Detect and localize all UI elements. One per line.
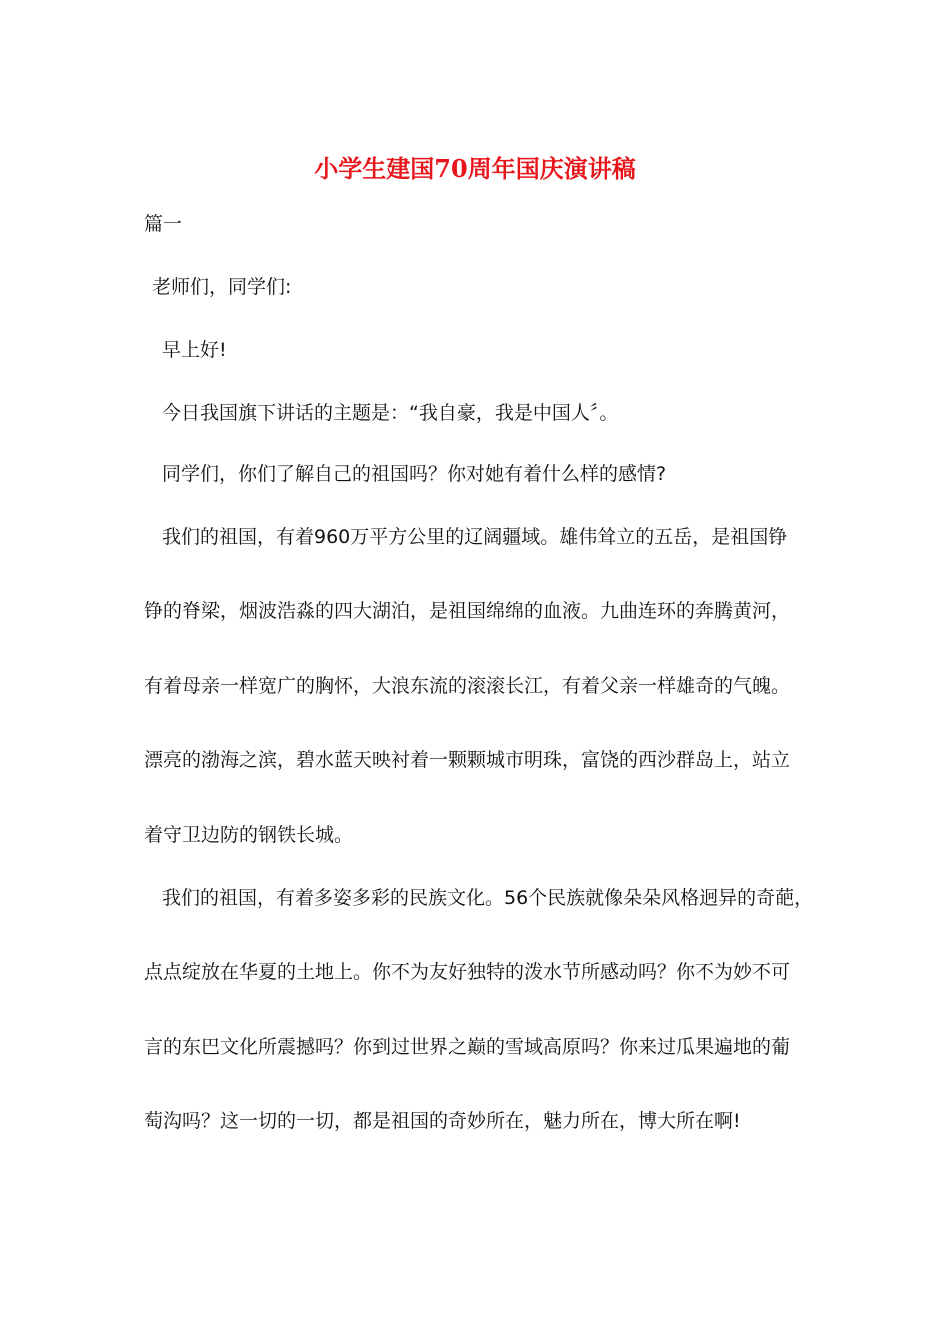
paragraph-line: 有着母亲一样宽广的胸怀，大浪东流的滚滚长江，有着父亲一样雄奇的气魄。 <box>144 675 791 697</box>
paragraph-line: 同学们，你们了解自己的祖国吗？你对她有着什么样的感情? <box>162 463 667 485</box>
paragraph-line: 言的东巴文化所震撼吗？你到过世界之巅的雪域高原吗？你来过瓜果遍地的葡 <box>144 1036 791 1058</box>
paragraph-line: 萄沟吗？这一切的一切，都是祖国的奇妙所在，魅力所在，博大所在啊! <box>144 1110 741 1132</box>
paragraph-line: 着守卫边防的钢铁长城。 <box>144 824 354 846</box>
paragraph-line: 今日我国旗下讲话的主题是：“我自豪，我是中国人〞。 <box>162 402 619 424</box>
paragraph-line: 我们的祖国，有着多姿多彩的民族文化。56个民族就像朵朵风格迥异的奇葩， <box>162 887 814 909</box>
section-label: 篇一 <box>144 213 183 235</box>
greeting-line: 老师们，同学们: <box>152 276 292 298</box>
document-title: 小学生建国70周年国庆演讲稿 <box>314 154 636 183</box>
paragraph-line: 漂亮的渤海之滨，碧水蓝天映衬着一颗颗城市明珠，富饶的西沙群岛上，站立 <box>144 749 791 771</box>
paragraph-line: 铮的脊梁，烟波浩淼的四大湖泊，是祖国绵绵的血液。九曲连环的奔腾黄河， <box>144 600 791 622</box>
paragraph-line: 点点绽放在华夏的土地上。你不为友好独特的泼水节所感动吗？你不为妙不可 <box>144 961 791 983</box>
paragraph-line: 我们的祖国，有着960万平方公里的辽阔疆域。雄伟耸立的五岳，是祖国铮 <box>162 526 788 548</box>
paragraph-line: 早上好! <box>162 339 227 361</box>
